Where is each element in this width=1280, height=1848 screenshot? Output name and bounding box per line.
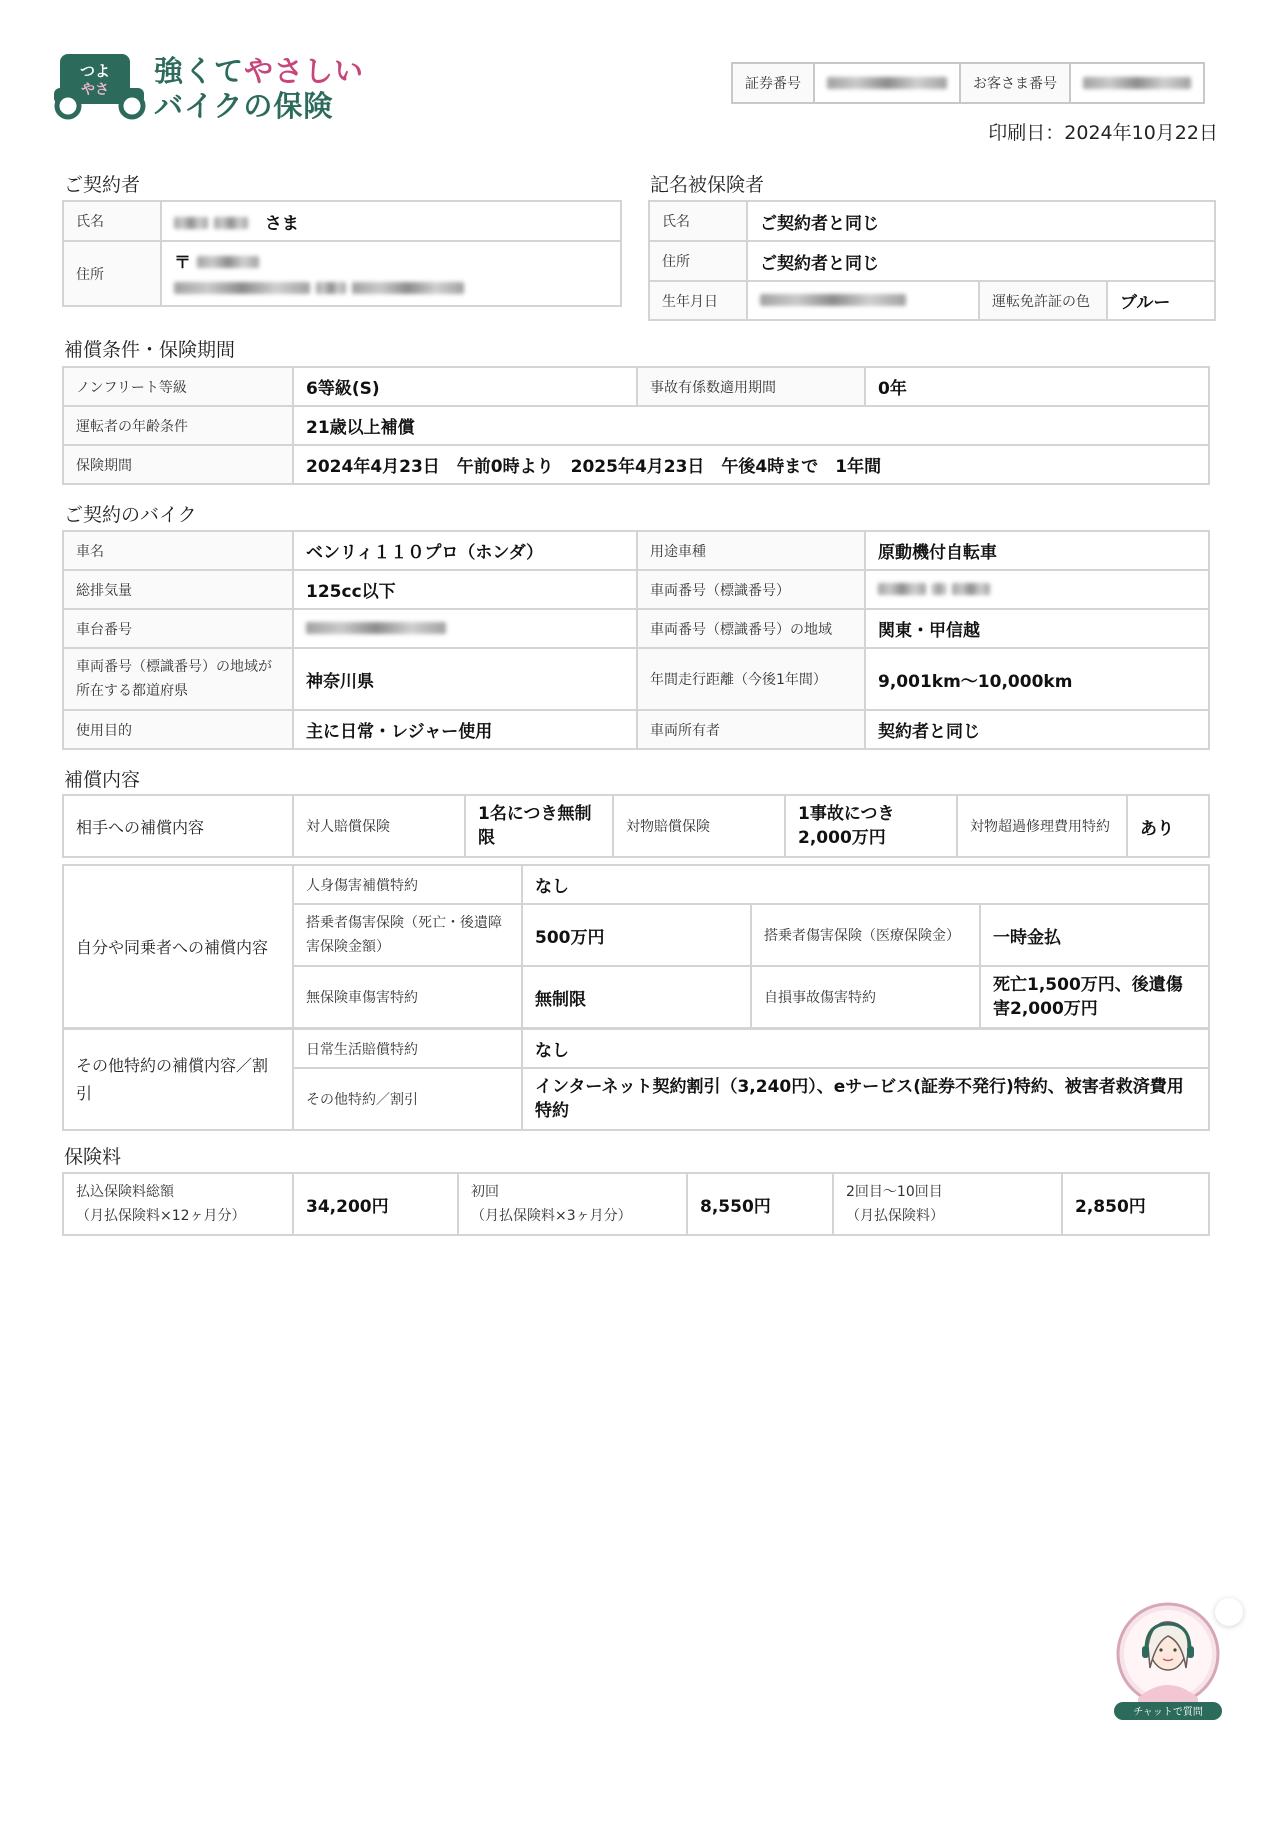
self-accident-value: 死亡1,500万円、後遺傷害2,000万円 (980, 966, 1209, 1028)
personal-injury-value: なし (522, 865, 1209, 904)
owner-label: 車両所有者 (637, 710, 865, 749)
insured-title: 記名被保険者 (650, 174, 765, 196)
personal-injury-label: 人身傷害補償特約 (293, 865, 522, 904)
insured-name-label: 氏名 (649, 201, 747, 241)
contractor-address-value: 〒 (161, 241, 621, 306)
purpose-label: 使用目的 (63, 710, 293, 749)
print-date: 印刷日：2024年10月22日 (988, 122, 1218, 144)
mileage-label: 年間走行距離（今後1年間） (637, 648, 865, 710)
chat-label: チャットで質問 (1133, 1707, 1203, 1718)
passenger-medical-value: 一時金払 (980, 904, 1209, 966)
purpose-value: 主に日常・レジャー使用 (293, 710, 637, 749)
logo-text: 強くてやさしい バイクの保険 (154, 54, 365, 123)
total-premium-label: 払込保険料総額 （月払保険料×12ヶ月分） (63, 1173, 293, 1235)
property-damage-value: 1事故につき2,000万円 (785, 795, 957, 857)
age-condition-value: 21歳以上補償 (293, 406, 1209, 445)
first-premium-label: 初回 （月払保険料×3ヶ月分） (458, 1173, 687, 1235)
conditions-table (62, 366, 1210, 485)
age-condition-label: 運転者の年齢条件 (63, 406, 293, 445)
accident-period-value: 0年 (865, 367, 1209, 406)
chat-operator-icon[interactable] (1108, 1602, 1228, 1722)
premium-title: 保険料 (64, 1146, 122, 1168)
owner-value: 契約者と同じ (865, 710, 1209, 749)
excess-repair-value: あり (1127, 795, 1209, 857)
contractor-address-label: 住所 (63, 241, 161, 306)
contractor-table (62, 200, 622, 307)
use-type-value: 原動機付自転車 (865, 531, 1209, 570)
first-premium-value: 8,550円 (687, 1173, 833, 1235)
conditions-title: 補償条件・保険期間 (64, 339, 236, 361)
policy-number-label: 証券番号 (733, 64, 815, 102)
passenger-medical-label: 搭乗者傷害保険（医療保険金） (751, 904, 980, 966)
accident-period-label: 事故有係数適用期間 (637, 367, 865, 406)
chassis-value (293, 609, 637, 648)
daily-liability-value: なし (522, 1029, 1209, 1068)
use-type-label: 用途車種 (637, 531, 865, 570)
chassis-label: 車台番号 (63, 609, 293, 648)
plate-label: 車両番号（標識番号） (637, 570, 865, 609)
license-color-value: ブルー (1107, 281, 1215, 320)
other-discount-value: インターネット契約割引（3,240円）、eサービス(証券不発行)特約、被害者救済費用特約 (522, 1068, 1209, 1130)
coverage-others-table (62, 794, 1210, 858)
insured-birth-value (747, 281, 979, 320)
uninsured-value: 無制限 (522, 966, 751, 1028)
coverage-self-table (62, 864, 1210, 1029)
prefecture-value: 神奈川県 (293, 648, 637, 710)
other-coverage-label: その他特約の補償内容／割引 (63, 1029, 293, 1130)
mileage-value: 9,001km〜10,000km (865, 648, 1209, 710)
plate-region-value: 関東・甲信越 (865, 609, 1209, 648)
insurance-period-label: 保険期間 (63, 445, 293, 484)
contractor-name-label: 氏名 (63, 201, 161, 241)
grade-label: ノンフリート等級 (63, 367, 293, 406)
coverage-other-table (62, 1028, 1210, 1131)
contractor-name-value: さま (161, 201, 621, 241)
bike-name-label: 車名 (63, 531, 293, 570)
brand-logo (52, 48, 365, 126)
self-accident-label: 自損事故傷害特約 (751, 966, 980, 1028)
id-box (731, 62, 1205, 104)
insured-birth-label: 生年月日 (649, 281, 747, 320)
scooter-logo-icon (52, 48, 152, 120)
badge-bottom-text: やさ (81, 82, 109, 98)
passenger-death-value: 500万円 (522, 904, 751, 966)
bike-table (62, 530, 1210, 750)
displacement-value: 125cc以下 (293, 570, 637, 609)
bodily-injury-value: 1名につき無制限 (465, 795, 613, 857)
license-color-label: 運転免許証の色 (979, 281, 1107, 320)
uninsured-label: 無保険車傷害特約 (293, 966, 522, 1028)
later-premium-value: 2,850円 (1062, 1173, 1209, 1235)
insured-address-label: 住所 (649, 241, 747, 281)
insured-address-value: ご契約者と同じ (747, 241, 1215, 281)
passenger-death-label: 搭乗者傷害保険（死亡・後遺障害保険金額） (293, 904, 522, 966)
coverage-title: 補償内容 (64, 769, 141, 791)
later-premium-label: 2回目〜10回目 （月払保険料） (833, 1173, 1062, 1235)
grade-value: 6等級(S) (293, 367, 637, 406)
insured-name-value: ご契約者と同じ (747, 201, 1215, 241)
total-premium-value: 34,200円 (293, 1173, 458, 1235)
chat-widget[interactable] (1108, 1602, 1228, 1722)
customer-number-label: お客さま番号 (961, 64, 1071, 102)
premium-table (62, 1172, 1210, 1236)
others-coverage-label: 相手への補償内容 (63, 795, 293, 857)
plate-value (865, 570, 1209, 609)
customer-number-value (1071, 64, 1203, 102)
bike-title: ご契約のバイク (64, 504, 197, 526)
policy-number-value (815, 64, 961, 102)
insured-table (648, 200, 1216, 321)
daily-liability-label: 日常生活賠償特約 (293, 1029, 522, 1068)
contractor-title: ご契約者 (64, 174, 141, 196)
other-discount-label: その他特約／割引 (293, 1068, 522, 1130)
excess-repair-label: 対物超過修理費用特約 (957, 795, 1127, 857)
prefecture-label: 車両番号（標識番号）の地域が所在する都道府県 (63, 648, 293, 710)
badge-top-text: つよ (79, 62, 111, 80)
bodily-injury-label: 対人賠償保険 (293, 795, 465, 857)
self-coverage-label: 自分や同乗者への補償内容 (63, 865, 293, 1028)
plate-region-label: 車両番号（標識番号）の地域 (637, 609, 865, 648)
insurance-period-value: 2024年4月23日 午前0時より 2025年4月23日 午後4時まで 1年間 (293, 445, 1209, 484)
displacement-label: 総排気量 (63, 570, 293, 609)
property-damage-label: 対物賠償保険 (613, 795, 785, 857)
bike-name-value: ベンリィ１１０プロ（ホンダ） (293, 531, 637, 570)
